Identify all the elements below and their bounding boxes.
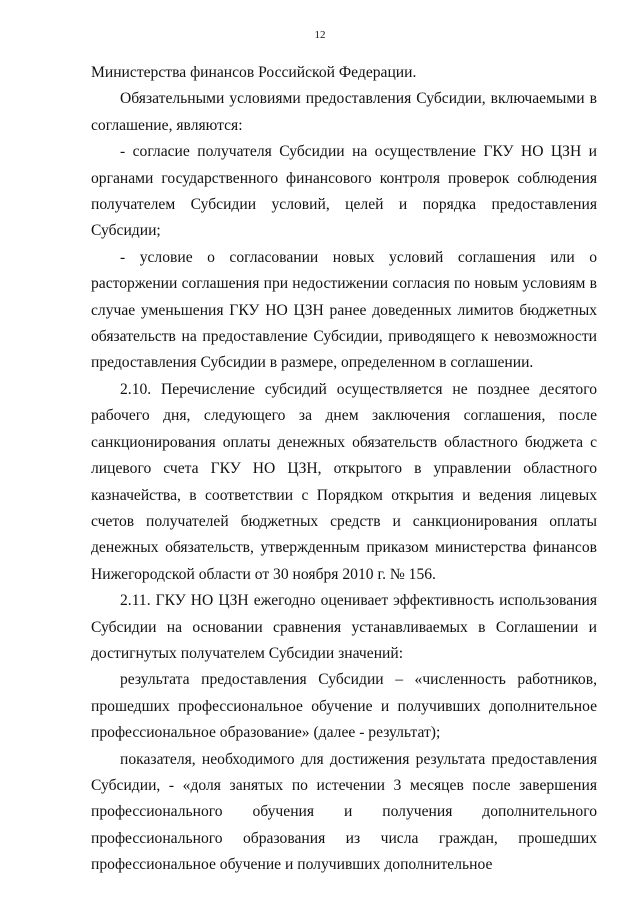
paragraph-ministry-continuation: Министерства финансов Российской Федерации.: [91, 64, 417, 81]
paragraph-2-11-evaluation: 2.11. ГКУ НО ЦЗН ежегодно оценивает эффективность использования Субсидии на основании сравнения устанавливаемых в Соглашении и достигнутых получателем Субсидии значений:: [91, 592, 597, 662]
document-body: [91, 60, 597, 879]
paragraph-consent-inspections: - согласие получателя Субсидии на осуществление ГКУ НО ЦЗН и органами государственного финансового контроля проверок соблюдения получателем Субсидии условий, целей и порядка предоставления Субсидии;: [91, 143, 597, 240]
paragraph-2-10-transfer: 2.10. Перечисление субсидий осуществляется не позднее десятого рабочего дня, следующего за днем заключения соглашения, после санкционирования оплаты денежных обязательств областного бюджета с лицевого счета ГКУ НО ЦЗН, открытого в управлении областного казначейства, в соответствии с Порядком открытия и ведения лицевых счетов получателей бюджетных средств и санкционирования оплаты денежных обязательств, утвержденным приказом министерства финансов Нижегородской области от 30 ноября 2010 г. № 156.: [91, 380, 597, 583]
page-number: 12: [314, 29, 326, 41]
paragraph-new-conditions: - условие о согласовании новых условий соглашения или о расторжении соглашения при недостижении согласия по новым условиям в случае уменьшения ГКУ НО ЦЗН ранее доведенных лимитов бюджетных обязательств на предоставление Субсидии, приводящего к невозможности предоставления Субсидии в размере, определенном в соглашении.: [91, 248, 597, 372]
paragraph-mandatory-conditions: Обязательными условиями предоставления Субсидии, включаемыми в соглашение, являются:: [91, 90, 597, 134]
paragraph-indicator: показателя, необходимого для достижения результата предоставления Субсидии, - «доля занятых по истечении 3 месяцев после завершения профессионального обучения и получения дополнительного профессионального образования из числа граждан, прошедших профессиональное обучение и получивших дополнительное: [91, 750, 597, 874]
paragraph-result: результата предоставления Субсидии – «численность работников, прошедших профессиональное обучение и получивших дополнительное профессиональное образование» (далее - результат);: [91, 671, 597, 742]
